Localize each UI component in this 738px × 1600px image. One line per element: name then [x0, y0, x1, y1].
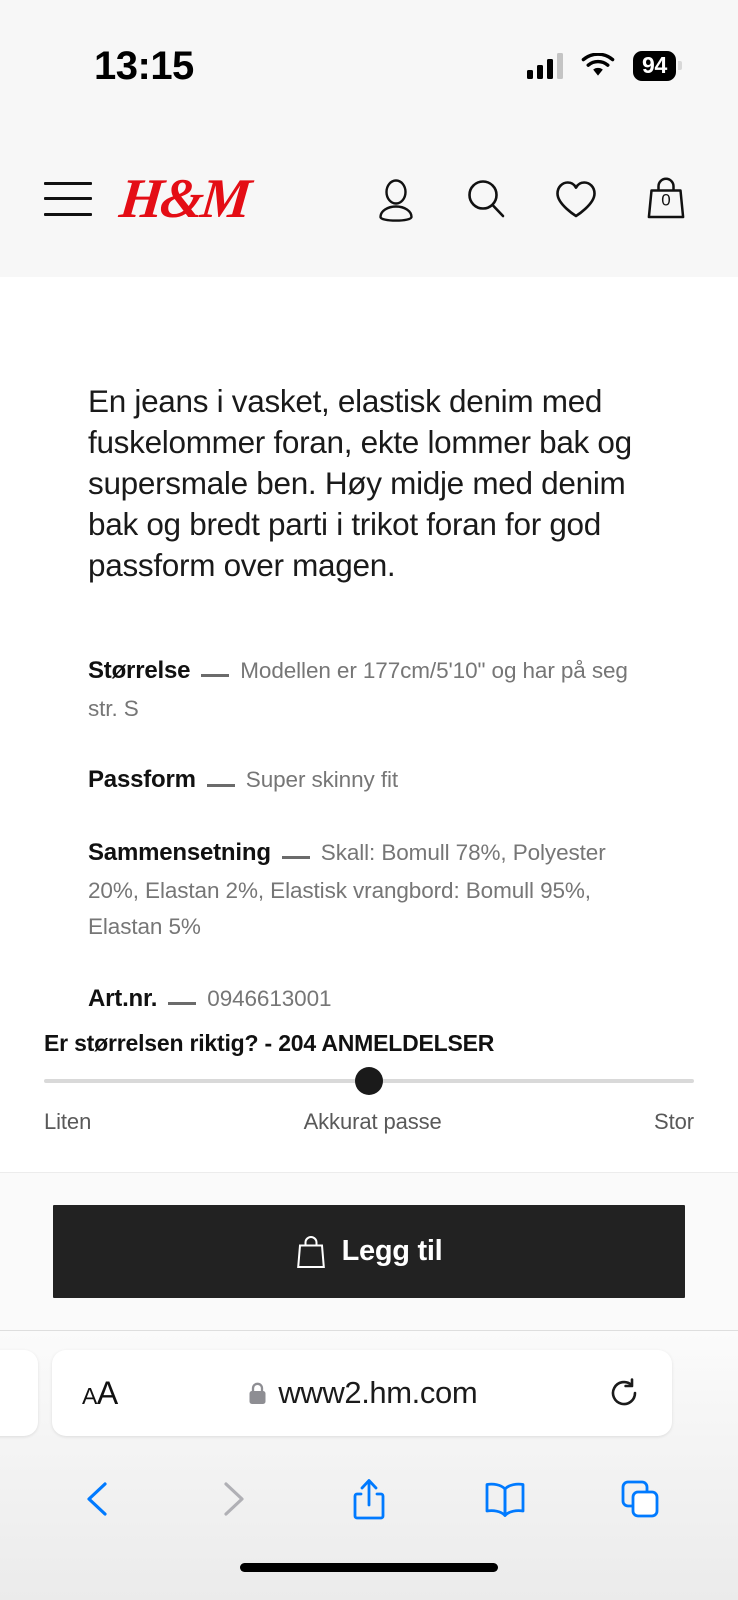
- status-bar-time: 13:15: [94, 43, 194, 88]
- slider-label-left: Liten: [44, 1109, 92, 1134]
- url-text: www2.hm.com: [278, 1375, 478, 1410]
- spec-separator-dash: [201, 674, 229, 677]
- url-display[interactable]: [118, 1375, 608, 1411]
- cellular-signal-icon: [527, 53, 563, 79]
- slider-label-center: Akkurat passe: [303, 1109, 442, 1134]
- slider-label-right: Stor: [654, 1109, 694, 1134]
- tabs-icon: [620, 1479, 660, 1519]
- sticky-cta-footer: [0, 1172, 738, 1330]
- text-size-small-a: A: [82, 1382, 97, 1409]
- reload-icon[interactable]: [608, 1377, 640, 1409]
- chevron-right-icon: [216, 1479, 250, 1519]
- spec-separator-dash: [168, 1002, 196, 1005]
- header-icon-group: [372, 175, 690, 223]
- shopping-bag-icon: [296, 1235, 326, 1269]
- spec-separator-dash: [282, 856, 310, 859]
- spec-value: Skall: Bomull 78%, Polyester 20%, Elastan 2%, Elastisk vrangbord: Bomull 95%, Elastan 5%: [88, 839, 606, 940]
- add-to-bag-label: Legg til: [341, 1235, 443, 1267]
- spec-row: [88, 652, 650, 727]
- slider-label-row: [44, 1109, 694, 1135]
- share-button[interactable]: [343, 1473, 395, 1525]
- spec-value: Modellen er 177cm/5'10" og har på seg str. S: [88, 657, 628, 721]
- safari-toolbar: [0, 1451, 738, 1547]
- chevron-left-icon: [81, 1479, 115, 1519]
- bookmarks-button[interactable]: [479, 1473, 531, 1525]
- text-size-button[interactable]: [82, 1375, 118, 1412]
- spec-row: [88, 980, 650, 1019]
- slider-thumb[interactable]: [355, 1067, 383, 1095]
- hm-logo[interactable]: H&M: [116, 167, 252, 230]
- spec-label: Sammensetning: [88, 838, 271, 866]
- status-bar-indicators: [527, 51, 682, 80]
- product-description: En jeans i vasket, elastisk denim med fuskelommer foran, ekte lommer bak og supersmale ben. Høy midje med denim bak og bredt parti i trikot foran for god passform over magen.: [88, 383, 632, 583]
- bag-item-count: 0: [661, 190, 671, 210]
- spec-label: Art.nr.: [88, 984, 158, 1012]
- spec-separator-dash: [207, 784, 235, 787]
- spec-row: [88, 761, 650, 800]
- site-header: [0, 120, 738, 277]
- battery-cap: [678, 61, 682, 70]
- forward-button: [207, 1473, 259, 1525]
- wifi-icon: [581, 53, 615, 79]
- book-icon: [483, 1480, 527, 1518]
- back-button[interactable]: [72, 1473, 124, 1525]
- hamburger-menu-icon[interactable]: [44, 182, 92, 216]
- spec-label: Størrelse: [88, 656, 191, 684]
- safari-browser-chrome: [0, 1330, 738, 1600]
- share-icon: [351, 1477, 387, 1521]
- battery-indicator: [633, 51, 682, 80]
- spec-label: Passform: [88, 766, 196, 793]
- add-to-bag-button[interactable]: [53, 1205, 685, 1298]
- status-bar: [0, 0, 738, 120]
- address-bar[interactable]: [52, 1350, 672, 1436]
- home-indicator: [240, 1563, 498, 1572]
- adjacent-tab-preview[interactable]: [0, 1350, 38, 1436]
- tabs-button[interactable]: [614, 1473, 666, 1525]
- account-icon[interactable]: [372, 175, 420, 223]
- spec-value: 0946613001: [207, 985, 332, 1011]
- battery-level-label: 94: [633, 51, 676, 80]
- text-size-big-a: A: [96, 1374, 118, 1411]
- size-review-section: [0, 1030, 738, 1135]
- favorites-heart-icon[interactable]: [552, 175, 600, 223]
- shopping-bag-icon[interactable]: [642, 175, 690, 223]
- spec-value: Super skinny fit: [245, 767, 399, 792]
- size-review-title: Er størrelsen riktig? - 204 ANMELDELSER: [44, 1030, 495, 1056]
- size-fit-slider[interactable]: [44, 1079, 694, 1083]
- product-spec-list: [88, 652, 650, 1019]
- lock-icon: [248, 1382, 267, 1405]
- spec-row: [88, 834, 650, 946]
- search-icon[interactable]: [462, 175, 510, 223]
